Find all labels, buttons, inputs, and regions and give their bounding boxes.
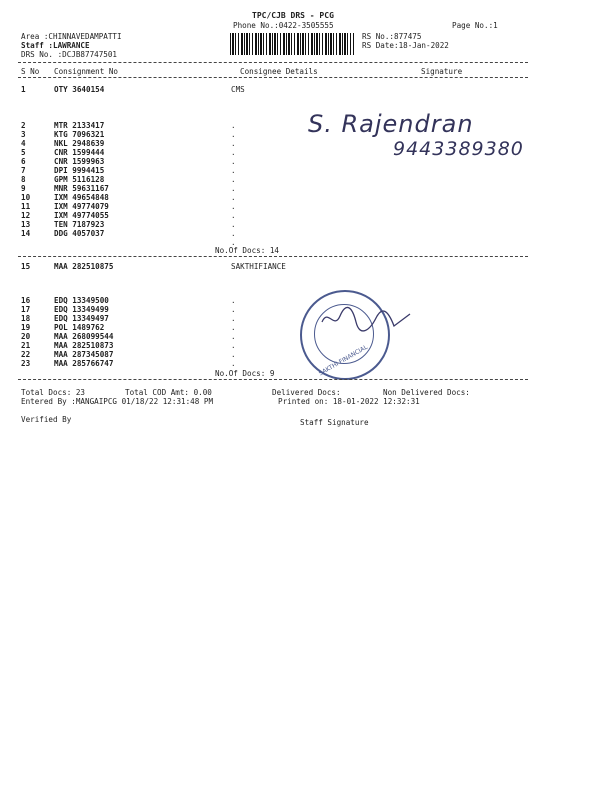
row-sno: 22 [21, 350, 31, 359]
row-sno: 10 [21, 193, 31, 202]
rs-date: RS Date:18-Jan-2022 [362, 41, 449, 50]
row-sno: 19 [21, 323, 31, 332]
total-docs: Total Docs: 23 [21, 388, 86, 397]
consignment-number: CNR 1599444 [54, 148, 105, 157]
consignment-number: MAA 268099544 [54, 332, 114, 341]
consignment-number: IXM 49654848 [54, 193, 109, 202]
stamp-signature-scribble [318, 300, 414, 340]
consignment-number: OTY 3640154 [54, 85, 105, 94]
row-sno: 8 [21, 175, 26, 184]
consignee-dot: . [231, 148, 236, 157]
consignee-dot: . [231, 296, 236, 305]
divider [18, 62, 528, 63]
consignee-dot: . [231, 238, 236, 247]
consignee-dot: . [231, 305, 236, 314]
handwritten-phone: 9443389380 [393, 138, 524, 160]
consignment-number: IXM 49774079 [54, 202, 109, 211]
delivered-docs: Delivered Docs: [272, 388, 341, 397]
staff-label: Staff :LAWRANCE [21, 41, 90, 50]
column-header-sno: S No [21, 67, 40, 76]
page-number: Page No.:1 [452, 21, 498, 30]
row-sno: 4 [21, 139, 26, 148]
row-sno: 13 [21, 220, 31, 229]
row-sno: 11 [21, 202, 31, 211]
divider [18, 256, 528, 257]
rs-number: RS No.:877475 [362, 32, 422, 41]
consignment-number: NKL 2948639 [54, 139, 105, 148]
consignee-dot: . [231, 341, 236, 350]
row-sno: 2 [21, 121, 26, 130]
row-sno: 6 [21, 157, 26, 166]
divider [18, 77, 528, 78]
phone-number: Phone No.:0422-3505555 [233, 21, 334, 30]
consignment-number: EDQ 13349499 [54, 305, 109, 314]
consignee-dot: . [231, 323, 236, 332]
consignee-dot: . [231, 166, 236, 175]
consignee-dot: . [231, 229, 236, 238]
consignee-dot: . [231, 139, 236, 148]
consignment-number: MAA 282510873 [54, 341, 114, 350]
staff-signature: Staff Signature [300, 418, 369, 427]
barcode [230, 33, 354, 55]
row-sno: 21 [21, 341, 31, 350]
consignee-dot: . [231, 314, 236, 323]
row-sno: 1 [21, 85, 26, 94]
row-sno: 17 [21, 305, 31, 314]
handwritten-signature: S. Rajendran [308, 110, 474, 138]
consignment-number: KTG 7096321 [54, 130, 105, 139]
consignee-name: CMS [231, 85, 245, 94]
consignee-dot: . [231, 350, 236, 359]
row-sno: 12 [21, 211, 31, 220]
printed-on: Printed on: 18-01-2022 12:32:31 [278, 397, 420, 406]
consignment-number: MAA 287345087 [54, 350, 114, 359]
column-header-consignment: Consignment No [54, 67, 119, 76]
verified-by: Verified By [21, 415, 72, 424]
consignee-name: SAKTHIFIANCE [231, 262, 286, 271]
drs-number: DRS No. :DCJB87747501 [21, 50, 118, 59]
consignment-number: TEN 7187923 [54, 220, 105, 229]
consignment-number: DDG 4057037 [54, 229, 105, 238]
consignee-dot: . [231, 211, 236, 220]
group-doc-count: No.Of Docs: 14 [215, 246, 280, 255]
area-label: Area :CHINNAVEDAMPATTI [21, 32, 122, 41]
row-sno: 20 [21, 332, 31, 341]
row-sno: 9 [21, 184, 26, 193]
document-title: TPC/CJB DRS - PCG [252, 11, 334, 20]
consignee-dot: . [231, 121, 236, 130]
row-sno: 5 [21, 148, 26, 157]
consignment-number: IXM 49774055 [54, 211, 109, 220]
consignee-dot: . [231, 130, 236, 139]
column-header-consignee: Consignee Details [240, 67, 318, 76]
total-cod-amount: Total COD Amt: 0.00 [125, 388, 212, 397]
consignment-number: EDQ 13349500 [54, 296, 109, 305]
divider [18, 379, 528, 380]
consignment-number: MAA 285766747 [54, 359, 114, 368]
row-sno: 18 [21, 314, 31, 323]
group-doc-count: No.Of Docs: 9 [215, 369, 275, 378]
row-sno: 14 [21, 229, 31, 238]
consignee-dot: . [231, 202, 236, 211]
consignment-number: CNR 1599963 [54, 157, 105, 166]
consignee-dot: . [231, 193, 236, 202]
consignee-dot: . [231, 220, 236, 229]
column-header-signature: Signature [421, 67, 463, 76]
consignee-dot: . [231, 332, 236, 341]
row-sno: 7 [21, 166, 26, 175]
consignment-number: MNR 59631167 [54, 184, 109, 193]
consignment-number: GPM 5116128 [54, 175, 105, 184]
non-delivered-docs: Non Delivered Docs: [383, 388, 470, 397]
consignment-number: MAA 282510875 [54, 262, 114, 271]
consignment-number: DPI 9994415 [54, 166, 105, 175]
row-sno: 15 [21, 262, 31, 271]
row-sno: 16 [21, 296, 31, 305]
consignment-number: EDQ 13349497 [54, 314, 109, 323]
consignee-dot: . [231, 175, 236, 184]
stamp-text: SAKTHI FINANCIAL [317, 343, 369, 378]
row-sno: 23 [21, 359, 31, 368]
consignee-dot: . [231, 184, 236, 193]
consignment-number: MTR 2133417 [54, 121, 105, 130]
consignee-dot: . [231, 359, 236, 368]
consignment-number: POL 1489762 [54, 323, 105, 332]
row-sno: 3 [21, 130, 26, 139]
consignee-dot: . [231, 157, 236, 166]
entered-by: Entered By :MANGAIPCG 01/18/22 12:31:48 PM [21, 397, 214, 406]
